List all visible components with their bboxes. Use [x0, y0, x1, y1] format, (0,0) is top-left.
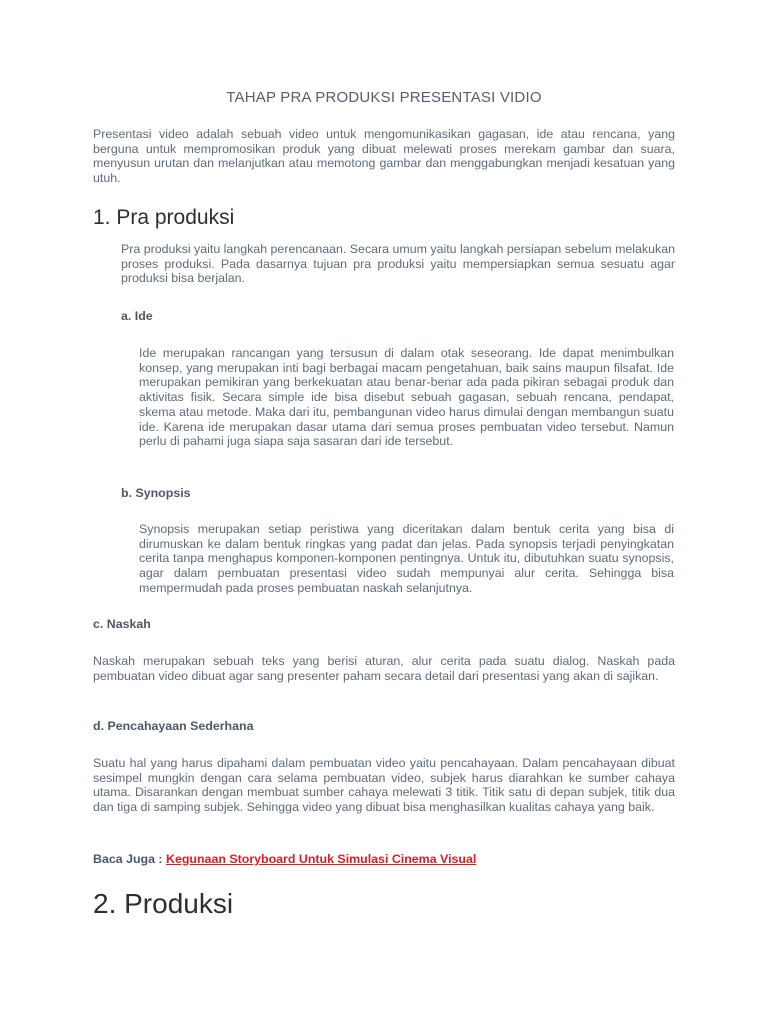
baca-juga — [93, 852, 476, 866]
document-title: TAHAP PRA PRODUKSI PRESENTASI VIDIO — [226, 89, 542, 106]
pencahayaan-paragraph: Suatu hal yang harus dipahami dalam pembuatan video yaitu pencahayaan. Dalam pencahayaan dibuat sesimpel mungkin dengan cara selama pembuatan video, subjek harus diarahkan ke sumber cahaya utama. Disarankan dengan membuat sumber cahaya melewati 3 titik. Titik satu di depan subjek, titik dua dan tiga di samping subjek. Sehingga video yang dibuat bisa menghasilkan kualitas cahaya yang baik. — [93, 756, 675, 815]
subheading-naskah: c. Naskah — [93, 617, 151, 631]
naskah-paragraph: Naskah merupakan sebuah teks yang berisi aturan, alur cerita pada suatu dialog. Naskah pada pembuatan video dibuat agar sang presenter paham secara detail dari presentasi yang akan di sajikan. — [93, 654, 675, 683]
ide-paragraph: Ide merupakan rancangan yang tersusun di dalam otak seseorang. Ide dapat menimbulkan konsep, yang merupakan inti bagi berbagai macam pengetahuan, baik sains maupun filsafat. Ide merupakan pemikiran yang berkekuatan atau benar-benar ada pada pikiran sebagai produk dan aktivitas fisik. Secara simple ide bisa disebut sebuah gagasan, sebuah rencana, pendapat, skema atau metode. Maka dari itu, pembangunan video harus dimulai dengan membangun suatu ide. Karena ide merupakan dasar utama dari semua proses pembuatan video tersebut. Namun perlu di pahami juga siapa saja sasaran dari ide tersebut. — [139, 346, 674, 449]
section-heading-produksi: 2. Produksi — [93, 888, 234, 919]
subheading-synopsis: b. Synopsis — [121, 486, 191, 500]
subheading-ide: a. Ide — [121, 309, 153, 323]
subheading-pencahayaan: d. Pencahayaan Sederhana — [93, 719, 254, 733]
baca-juga-link[interactable]: Kegunaan Storyboard Untuk Simulasi Cinema Visual — [166, 852, 477, 866]
section-heading-pra-produksi: 1. Pra produksi — [93, 206, 235, 229]
pra-produksi-paragraph: Pra produksi yaitu langkah perencanaan. Secara umum yaitu langkah persiapan sebelum melakukan proses produksi. Pada dasarnya tujuan pra produksi yaitu mempersiapkan semua sesuatu agar produksi bisa berjalan. — [121, 242, 675, 286]
intro-paragraph: Presentasi video adalah sebuah video untuk mengomunikasikan gagasan, ide atau rencana, yang berguna untuk mempromosikan produk yang dibuat melewati proses merekam gambar dan suara, menyusun urutan dan melanjutkan atau memotong gambar dan menggabungkan menjadi kesatuan yang utuh. — [93, 127, 675, 186]
synopsis-paragraph: Synopsis merupakan setiap peristiwa yang diceritakan dalam bentuk cerita yang bisa di dirumuskan ke dalam bentuk ringkas yang padat dan jelas. Pada synopsis terjadi penyingkatan cerita tanpa menghapus komponen-komponen pentingnya. Untuk itu, dibutuhkan suatu synopsis, agar dalam pembuatan presentasi video sudah mempunyai alur cerita. Sehingga bisa mempermudah pada proses pembuatan naskah selanjutnya. — [139, 522, 674, 595]
baca-juga-label: Baca Juga : — [93, 852, 163, 866]
